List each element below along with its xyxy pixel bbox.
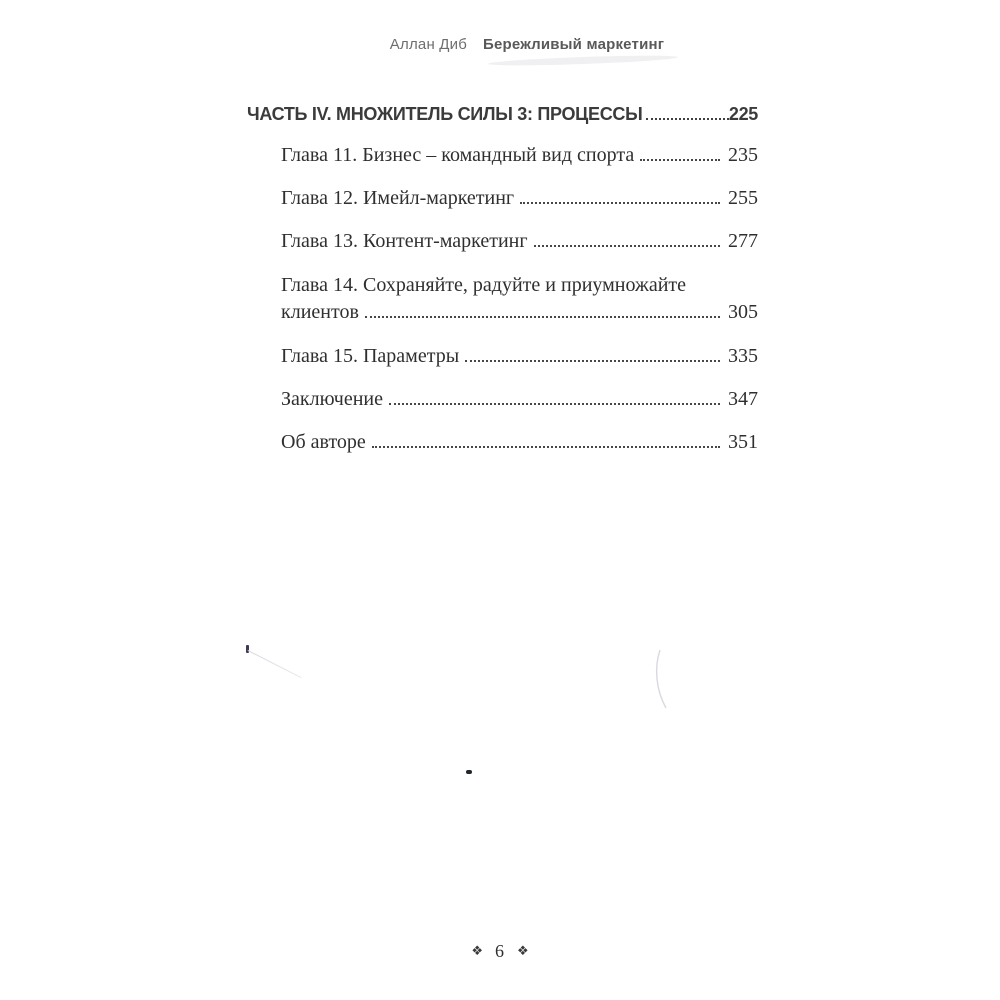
dot-leader xyxy=(520,202,720,204)
scan-speck xyxy=(466,770,472,774)
scan-speck xyxy=(246,645,249,653)
dot-leader xyxy=(640,159,720,161)
dot-leader xyxy=(389,403,720,405)
dot-leader xyxy=(534,245,720,247)
book-title: Бережливый маркетинг xyxy=(483,36,665,53)
toc-entry xyxy=(281,272,758,326)
toc-entry-title: Глава 15. Параметры xyxy=(281,345,460,367)
folio-page-number: 6 xyxy=(495,941,505,961)
toc-entry-page-number: 277 xyxy=(728,230,758,252)
toc-entry xyxy=(281,186,758,211)
dot-leader xyxy=(372,446,720,448)
toc-entry xyxy=(281,387,758,412)
toc-entry-title-line2: клиентов xyxy=(281,301,359,323)
table-of-contents xyxy=(247,102,758,473)
page-footer xyxy=(0,941,1000,962)
dot-leader xyxy=(465,360,720,362)
toc-entry-title-line1: Глава 14. Сохраняйте, радуйте и приумножайте xyxy=(281,274,687,296)
toc-entry-title: Заключение xyxy=(281,388,383,410)
dot-leader xyxy=(365,316,720,318)
toc-entry-page-number: 335 xyxy=(728,345,758,367)
scan-hairline xyxy=(648,648,674,710)
toc-entry xyxy=(281,229,758,254)
toc-entry-page-number: 351 xyxy=(728,431,758,453)
scan-hairline xyxy=(248,650,302,678)
dot-leader xyxy=(646,118,728,120)
toc-entry-page-number: 347 xyxy=(728,388,758,410)
toc-part-page-number: 225 xyxy=(728,104,758,124)
diamond-ornament-icon: ❖ xyxy=(517,943,529,958)
toc-part-heading xyxy=(247,102,758,126)
toc-entries xyxy=(281,143,758,455)
toc-entry-title: Об авторе xyxy=(281,431,366,453)
diamond-ornament-icon: ❖ xyxy=(471,943,483,958)
toc-entry xyxy=(281,430,758,455)
toc-entry-title: Глава 11. Бизнес – командный вид спорта xyxy=(281,144,635,166)
toc-entry-page-number: 235 xyxy=(728,144,758,166)
scan-smudge xyxy=(488,54,678,68)
toc-entry-page-number: 305 xyxy=(728,301,758,323)
author-name: Аллан Диб xyxy=(389,36,468,53)
toc-entry xyxy=(281,143,758,168)
toc-entry-title: Глава 12. Имейл-маркетинг xyxy=(281,187,515,209)
toc-entry-title: Глава 13. Контент-маркетинг xyxy=(281,230,528,252)
toc-entry-page-number: 255 xyxy=(728,187,758,209)
running-head xyxy=(27,36,1000,53)
toc-part-label: ЧАСТЬ IV. МНОЖИТЕЛЬ СИЛЫ 3: ПРОЦЕССЫ xyxy=(247,104,643,124)
toc-entry xyxy=(281,344,758,369)
